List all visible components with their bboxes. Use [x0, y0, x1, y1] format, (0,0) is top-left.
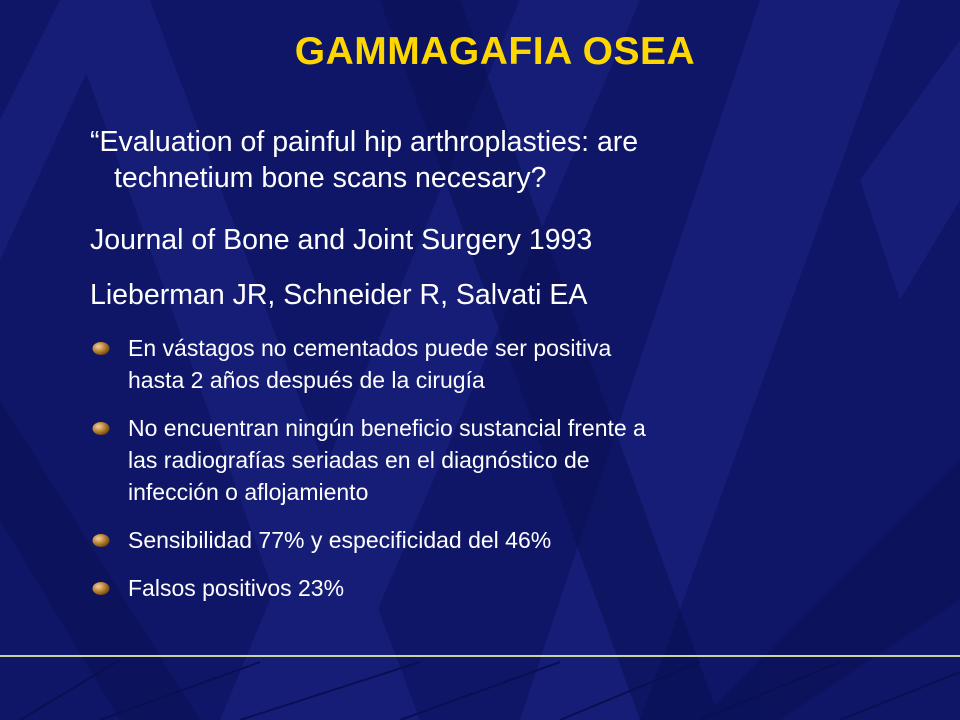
bullet-icon [92, 533, 110, 548]
paper-title [90, 124, 940, 196]
journal-citation: Journal of Bone and Joint Surgery 1993 [90, 224, 593, 256]
authors-line: Lieberman JR, Schneider R, Salvati EA [90, 279, 588, 311]
bullet-item: No encuentran ningún beneficio sustancial frente a las radiografías seriadas en el diagnóstico de infección o aflojamiento [90, 412, 930, 508]
bullet-icon [92, 421, 110, 436]
bullet-item: Sensibilidad 77% y especificidad del 46% [90, 524, 930, 556]
bullet-icon [92, 581, 110, 596]
bullet-icon [92, 341, 110, 356]
bullet-item: Falsos positivos 23% [90, 572, 930, 604]
slide-title: GAMMAGAFIA OSEA [294, 30, 696, 73]
bullet-item: En vástagos no cementados puede ser positiva hasta 2 años después de la cirugía [90, 332, 930, 396]
bullet-list [90, 332, 930, 620]
paper-title-line2: technetium bone scans necesary? [114, 162, 547, 194]
paper-title-line1: “Evaluation of painful hip arthroplasties: are [90, 126, 639, 158]
